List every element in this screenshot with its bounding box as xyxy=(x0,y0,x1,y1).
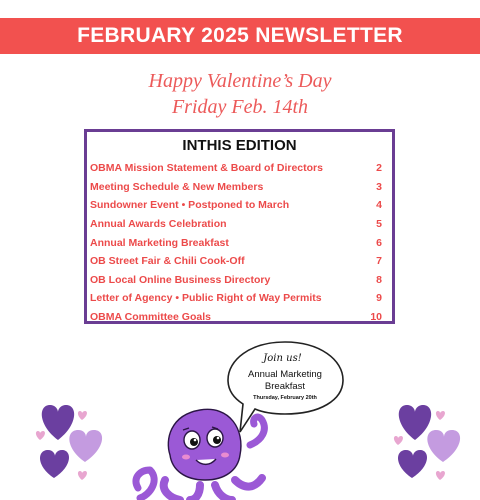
bubble-script-text: Join us! xyxy=(263,353,302,364)
toc-item-label: Letter of Agency • Public Right of Way Permits xyxy=(90,292,322,305)
heart-icon xyxy=(398,450,427,478)
heart-icon xyxy=(399,405,431,440)
heart-icon xyxy=(42,405,74,440)
toc-item-label: OBMA Committee Goals xyxy=(90,311,211,324)
toc-item-page: 4 xyxy=(376,199,382,212)
toc-item-page: 8 xyxy=(376,273,382,286)
right-hearts-icon xyxy=(394,405,460,480)
toc-title: INTHIS EDITION xyxy=(182,137,297,154)
toc-item-label: Sundowner Event • Postponed to March xyxy=(90,199,290,212)
table-of-contents xyxy=(84,129,395,324)
toc-item-page: 9 xyxy=(376,292,382,305)
heart-icon xyxy=(40,450,69,478)
toc-item[interactable] xyxy=(87,289,392,308)
heart-icon xyxy=(427,430,460,462)
toc-item[interactable] xyxy=(87,196,392,215)
toc-item[interactable] xyxy=(87,178,392,197)
bubble-event-date: Thursday, February 20th xyxy=(253,395,317,401)
toc-item[interactable] xyxy=(87,159,392,178)
toc-item[interactable] xyxy=(87,271,392,290)
toc-item-label: OB Local Online Business Directory xyxy=(90,273,271,286)
newsletter-banner xyxy=(0,18,480,54)
toc-item-label: Meeting Schedule & New Members xyxy=(90,180,264,193)
heart-icon xyxy=(69,430,102,462)
heart-icon xyxy=(78,411,87,420)
newsletter-title: FEBRUARY 2025 NEWSLETTER xyxy=(77,24,403,47)
heart-icon xyxy=(436,411,445,420)
toc-item-page: 7 xyxy=(376,255,382,268)
valentine-greeting: Happy Valentine’s Day xyxy=(148,70,332,92)
mascot-scene xyxy=(0,330,480,500)
toc-item-page: 6 xyxy=(376,236,382,249)
heart-icon xyxy=(436,471,445,480)
valentine-date: Friday Feb. 14th xyxy=(171,96,309,118)
toc-item-page: 5 xyxy=(376,218,382,231)
heart-icon xyxy=(394,436,403,445)
bubble-event-line2: Breakfast xyxy=(264,381,306,392)
toc-item[interactable] xyxy=(87,215,392,234)
toc-item[interactable] xyxy=(87,233,392,252)
left-hearts-icon xyxy=(36,405,102,480)
toc-item-page: 10 xyxy=(370,311,382,324)
heart-icon xyxy=(36,431,45,440)
toc-item-page: 3 xyxy=(376,180,382,193)
toc-item-label: OB Street Fair & Chili Cook-Off xyxy=(90,255,245,268)
toc-item-label: Annual Awards Celebration xyxy=(90,218,227,231)
heart-icon xyxy=(78,471,87,480)
bubble-event-line1: Annual Marketing xyxy=(248,369,322,380)
toc-item-label: OBMA Mission Statement & Board of Directors xyxy=(90,162,323,175)
toc-item-page: 2 xyxy=(376,162,382,175)
toc-item-label: Annual Marketing Breakfast xyxy=(90,236,229,249)
toc-item[interactable] xyxy=(87,252,392,271)
toc-item[interactable] xyxy=(87,308,392,327)
